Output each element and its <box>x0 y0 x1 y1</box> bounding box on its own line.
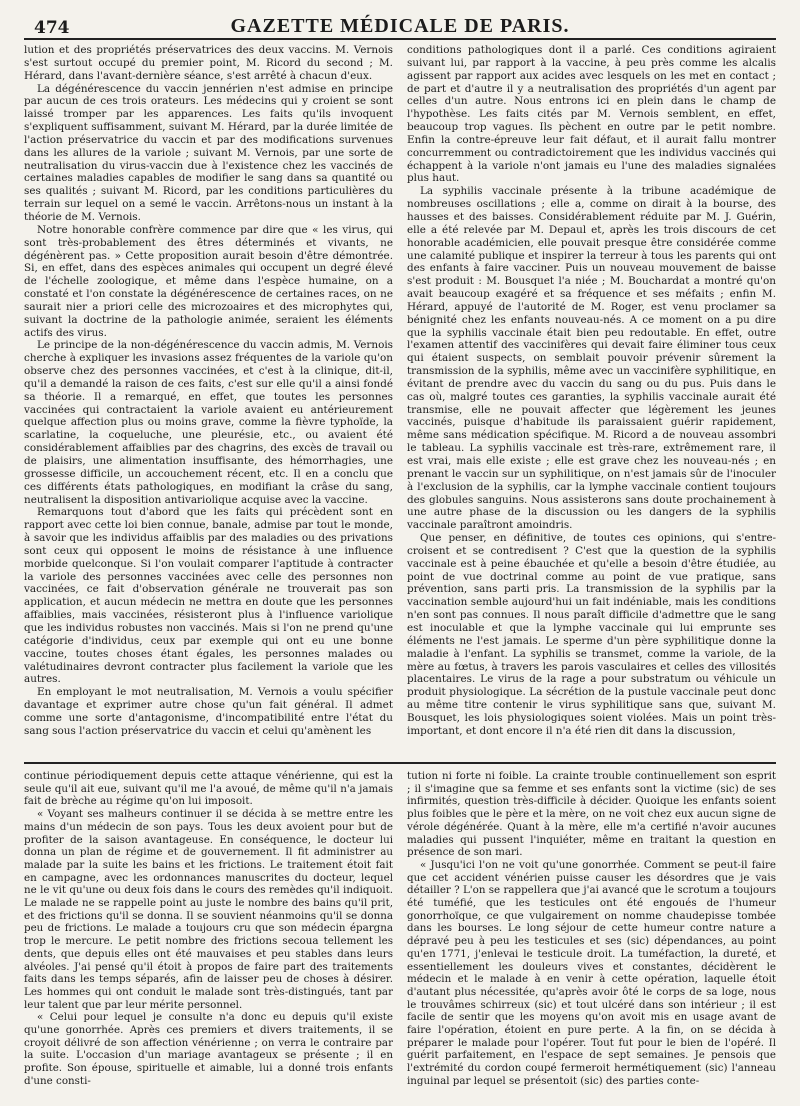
paragraph: Remarquons tout d'abord que les faits qui précèdent sont en rapport avec cette loi bien connue, banale, admise par tout le monde, à savoir que les individus affaiblis par des maladies ou des privations sont ceux qui opposent le moins de résistance à une influence morbide quelconque. Si l'on voulait comparer l'aptitude à contracter la variole des personnes vaccinées avec celle des personnes non vaccinées, ce fait d'observation générale ne trouverait pas son application, et aucun médecin ne mettra en doute que les personnes affaiblies, mais vaccinées, résisteront plus à l'influence variolique que les individus robustes non vaccinés. Mais si l'on ne prend qu'une catégorie d'individus, ceux par exemple qui ont eu une bonne vaccine, toutes choses étant égales, les personnes malades ou valétudinaires devront contracter plus facilement la variole que les autres. <box>24 506 393 686</box>
page-header <box>24 8 776 40</box>
paragraph: La dégénérescence du vaccin jennérien n'est admise en principe par aucun de ces trois orateurs. Les médecins qui y croient se sont laissé tromper par les apparences. Les faits qu'ils invoquent s'expliquent suffisamment, suivant M. Hérard, par la durée limitée de l'action préservatrice du vaccin et par des modifications survenues dans les allures de la variole ; suivant M. Vernois, par une sorte de neutralisation du virus-vaccin due à l'existence chez les vaccinés de certaines maladies capables de modifier le sang dans sa quantité ou ses qualités ; suivant M. Ricord, par les conditions particulières du terrain sur lequel on a semé le vaccin. Arrêtons-nous un instant à la théorie de M. Vernois. <box>24 82 393 223</box>
paragraph: tution ni forte ni foible. La crainte trouble continuellement son esprit ; il s'imagine que sa femme et ses enfants sont la victime (sic) de ses infirmités, question très-difficile à décider. Quoique les enfants soient plus foibles que le père et la mère, on ne voit chez eux aucun signe de vérole dégénérée. Quant à la mère, elle m'a certifié n'avoir aucunes maladies qui pussent l'inquiéter, même en traitant la question en présence de son mari. <box>407 770 776 859</box>
feuilleton-column-left <box>24 770 393 1102</box>
paragraph: Que penser, en définitive, de toutes ces opinions, qui s'entre-croisent et se contredisent ? C'est que la question de la syphilis vaccinale est à peine ébauchée et qu'elle a besoin d'être étudiée, au point de vue doctrinal comme au point de vue pratique, sans prévention, sans parti pris. La transmission de la syphilis par la vaccination semble aujourd'hui un fait indéniable, mais les conditions n'en sont pas connues. Il nous paraît difficile d'admettre que le sang est inoculable et que la lymphe vaccinale qui lui emprunte ses éléments ne l'est jamais. Le sperme d'un père syphilitique donne la maladie à l'enfant. La syphilis se transmet, comme la variole, de la mère au fœtus, à travers les parois vasculaires et celles des villosités placentaires. Le virus de la rage a pour substratum ou véhicule un produit physiologique. La sécrétion de la pustule vaccinale peut donc au même titre contenir le virus syphilitique sans que, suivant M. Bousquet, les lois physiologiques soient violées. Mais un point très-important, et dont encore il n'a été rien dit dans la discussion, <box>407 532 776 737</box>
article-section <box>24 44 776 760</box>
paragraph: lution et des propriétés préservatrices des deux vaccins. M. Vernois s'est surtout occupé du premier point, M. Ricord du second ; M. Hérard, dans l'avant-dernière séance, s'est arrêté à chacun d'eux. <box>24 44 393 82</box>
paragraph: En employant le mot neutralisation, M. Vernois a voulu spécifier davantage et exprimer autre chose qu'un fait général. Il admet comme une sorte d'antagonisme, d'incompatibilité entre l'état du sang sous l'action préservatrice du vaccin et celui qu'amènent les <box>24 686 393 737</box>
paragraph: Notre honorable confrère commence par dire que « les virus, qui sont très-probablement des êtres déterminés et vivants, ne dégénèrent pas. » Cette proposition aurait besoin d'être démontrée. Si, en effet, dans des espèces animales qui occupent un degré élevé de l'échelle zoologique, et même dans l'espèce humaine, on a constaté et l'on constate la dégénérescence de certaines races, on ne saurait nier a priori celle des microzoaires et des microphytes qui, suivant la doctrine de la pathologie animée, seraient les éléments actifs des virus. <box>24 223 393 339</box>
journal-title: GAZETTE MÉDICALE DE PARIS. <box>230 15 570 37</box>
article-column-left <box>24 44 393 760</box>
paragraph: « Celui pour lequel je consulte n'a donc eu depuis qu'il existe qu'une gonorrhée. Après ces premiers et divers traitements, il se croyoit délivré de son affection vénérienne ; on verra le contraire par la suite. L'occasion d'un mariage avantageux se présente ; il en profite. Son épouse, spirituelle et aimable, lui a donné trois enfants d'une consti- <box>24 1011 393 1087</box>
section-divider <box>24 762 776 764</box>
page-number: 474 <box>34 18 70 38</box>
article-column-right <box>407 44 776 760</box>
paragraph: La syphilis vaccinale présente à la tribune académique de nombreuses oscillations ; elle a, comme on dirait à la bourse, des hausses et des baisses. Considérablement réduite par M. J. Guérin, elle a été relevée par M. Depaul et, après les trois discours de cet honorable académicien, elle pouvait presque être considérée comme une calamité publique et inspirer la terreur à tous les parents qui ont des enfants à faire vacciner. Puis un nouveau mouvement de baisse s'est produit : M. Bousquet l'a niée ; M. Bouchardat a montré qu'on avait beaucoup exagéré et sa fréquence et ses méfaits ; enfin M. Hérard, appuyé de l'autorité de M. Roger, est venu proclamer sa bénignité chez les enfants nouveau-nés. A ce moment on a pu dire que la syphilis vaccinale était bien peu redoutable. En effet, outre l'examen attentif des vaccinifères qui devait faire éliminer tous ceux qui étaient suspects, on semblait pouvoir prévenir sûrement la transmission de la syphilis, même avec un vaccinifère syphilitique, en évitant de prendre avec du vaccin du sang ou du pus. Puis dans le cas où, malgré toutes ces garanties, la syphilis vaccinale aurait été transmise, elle ne pouvait affecter que légèrement les jeunes vaccinés, puisque d'habitude ils paraissaient guérir rapidement, même sans médication spécifique. M. Ricord a de nouveau assombri le tableau. La syphilis vaccinale est très-rare, extrêmement rare, il est vrai, mais elle existe ; elle est grave chez les nouveau-nés ; en prenant le vaccin sur un syphilitique, on n'est jamais sûr de l'inoculer à l'exclusion de la syphilis, car la lymphe vaccinale contient toujours des globules sanguins. Nous assisterons sans doute prochainement à une autre phase de la discussion ou les dangers de la syphilis vaccinale paraîtront amoindris. <box>407 185 776 532</box>
paragraph: « Voyant ses malheurs continuer il se décida à se mettre entre les mains d'un médecin de son pays. Tous les deux avoient pour but de profiter de la saison avantageuse. En conséquence, le docteur lui donna un plan de régime et de gouvernement. Il fit administrer au malade par la suite les bains et les frictions. Le traitement étoit fait en campagne, avec les ordonnances manuscrites du docteur, lequel ne le vit qu'une ou deux fois dans le cours des remèdes qu'il indiquoit. Le malade ne se rappelle point au juste le nombre des bains qu'il prit, et des frictions qu'il se donna. Il se souvient néanmoins qu'il se donna peu de frictions. Le malade a toujours cru que son médecin épargna trop le mercure. Le petit nombre des frictions secoua tellement les dents, que depuis elles ont été mauvaises et peu stables dans leurs alvéoles. J'ai pensé qu'il étoit à propos de faire part des traitements faits dans les temps séparés, afin de laisser peu de choses à désirer. Les hommes qui ont conduit le malade sont très-distingués, tant par leur talent que par leur mérite personnel. <box>24 808 393 1011</box>
paragraph: « Jusqu'ici l'on ne voit qu'une gonorrhée. Comment se peut-il faire que cet accident vénérien puisse causer les désordres que je vais détailler ? L'on se rappellera que j'ai avancé que le scrotum a toujours été tuméfié, que les testicules ont été engoués de l'humeur gonorrhoïque, ce que vulgairement on nomme chaudepisse tombée dans les bourses. Le long séjour de cette humeur contre nature a dépravé peu à peu les testicules et ses (sic) dépendances, au point qu'en 1771, j'enlevai le testicule droit. La tuméfaction, la dureté, et essentiellement les douleurs vives et constantes, décidèrent le médecin et le malade à en venir à cette opération, laquelle étoit d'autant plus nécessitée, qu'après avoir ôté le corps de sa loge, nous le trouvâmes schirreux (sic) et tout ulcéré dans son intérieur ; il est facile de sentir que les moyens qu'on avoit mis en usage avant de faire l'opération, étoient en pure perte. A la fin, on se décida à préparer le malade pour l'opérer. Tout fut pour le bien de l'opéré. Il guérit parfaitement, en l'espace de sept semaines. Je pensois que l'extrémité du cordon coupé fermeroit hermétiquement (sic) l'anneau inguinal par lequel se présentoit (sic) des parties conte- <box>407 858 776 1087</box>
paragraph: Le principe de la non-dégénérescence du vaccin admis, M. Vernois cherche à expliquer les invasions assez fréquentes de la variole qu'on observe chez des personnes vaccinées, et c'est à la clinique, dit-il, qu'il a demandé la raison de ces faits, c'est sur elle qu'il a ainsi fondé sa théorie. Il a remarqué, en effet, que toutes les personnes vaccinées qui contractaient la variole avaient eu antérieurement quelque affection plus ou moins grave, comme la fièvre typhoïde, la scarlatine, la coqueluche, une pleurésie, etc., ou avaient été considérablement affaiblies par des chagrins, des excès de travail ou de plaisirs, une alimentation insuffisante, des hémorrhagies, une grossesse difficile, un accouchement récent, etc. Il en a conclu que ces différents états pathologiques, en modifiant la crâse du sang, neutralisent la disposition antivariolique acquise avec la vaccine. <box>24 339 393 506</box>
paragraph: conditions pathologiques dont il a parlé. Ces conditions agiraient suivant lui, par rapport à la vaccine, à peu près comme les alcalis agissent par rapport aux acides avec lesquels on les met en contact ; de part et d'autre il y a neutralisation des propriétés d'un agent par celles d'un autre. Nous entrons ici en plein dans le champ de l'hypothèse. Les faits cités par M. Vernois semblent, en effet, beaucoup trop vagues. Ils pèchent en outre par le petit nombre. Enfin la contre-épreuve leur fait défaut, et il aurait fallu montrer concurremment ou contradictoirement que les individus vaccinés qui échappent à la variole n'ont jamais eu l'une des maladies signalées plus haut. <box>407 44 776 185</box>
feuilleton-section <box>24 770 776 1102</box>
paragraph: continue périodiquement depuis cette attaque vénérienne, qui est la seule qu'il ait eue, suivant qu'il me l'a avoué, de même qu'il n'a jamais fait de brèche au régime qu'on lui imposoit. <box>24 770 393 808</box>
feuilleton-column-right <box>407 770 776 1102</box>
